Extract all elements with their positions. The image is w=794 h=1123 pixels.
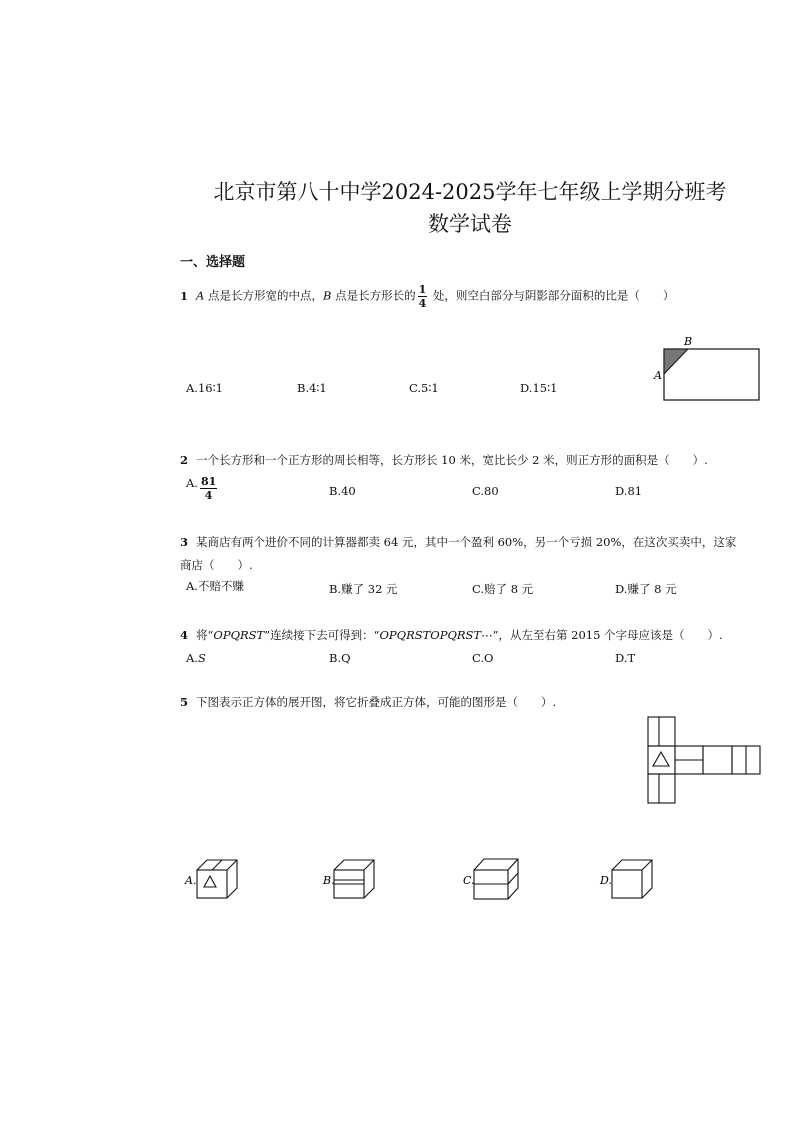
q3-option-a[interactable]: A.不赔不赚 — [186, 579, 244, 593]
question-5 — [180, 694, 556, 710]
option-var: S — [197, 651, 206, 665]
q5-option-a-cube[interactable] — [185, 858, 245, 900]
q4-pre: 将“ — [196, 628, 214, 642]
q1-option-d[interactable]: D.15∶1 — [520, 381, 558, 395]
frac-den: 4 — [204, 489, 213, 502]
q3-option-c[interactable]: C.赔了 8 元 — [472, 582, 534, 596]
q4-option-d[interactable]: D.T — [615, 651, 636, 665]
rectangle-figure — [650, 334, 765, 404]
question-number: 5 — [180, 695, 189, 709]
q1-option-c[interactable]: C.5∶1 — [409, 381, 439, 395]
q2-option-c[interactable]: C.80 — [472, 484, 499, 498]
q1-option-a[interactable]: A.16∶1 — [186, 381, 223, 395]
option-prefix: A. — [186, 476, 198, 490]
question-2 — [180, 452, 708, 468]
shaded-triangle — [664, 349, 688, 374]
option-label: B. — [323, 874, 335, 887]
q2-option-b[interactable]: B.40 — [329, 484, 356, 498]
paper-title-line2: 数学试卷 — [428, 212, 512, 236]
q5-option-b-cube[interactable] — [322, 858, 382, 900]
q4-option-c[interactable]: C.O — [472, 651, 494, 665]
option-label: D. — [600, 874, 612, 887]
q4-seq2: OPQRSTOPQRST — [379, 628, 482, 642]
frac-num: 1 — [418, 283, 427, 296]
q3-text-line2: 商店（ ）. — [180, 558, 253, 572]
frac-den: 4 — [418, 297, 427, 310]
paper-title-line1: 北京市第八十中学2024-2025学年七年级上学期分班考 — [213, 180, 727, 204]
cube-net-figure — [645, 716, 763, 806]
q2-option-a[interactable] — [186, 476, 219, 501]
fraction-quarter — [418, 284, 428, 309]
q5-option-c-cube[interactable] — [462, 856, 524, 900]
q1-text-b: 点是长方形长的 — [331, 288, 416, 303]
q2-option-d[interactable]: D.81 — [615, 484, 643, 498]
question-3 — [180, 534, 736, 550]
question-number: 1 — [180, 288, 189, 303]
q4-seq1: OPQRST — [213, 628, 265, 642]
q1-text-c: 处，则空白部分与阴影部分面积的比是（ ） — [429, 288, 675, 303]
q3-text-line1: 某商店有两个进价不同的计算器都卖 64 元，其中一个盈利 60%，另一个亏损 20%，在这次买卖中，这家 — [196, 535, 737, 549]
option-label: A. — [185, 874, 197, 887]
q1-text-a: 点是长方形宽的中点， — [204, 288, 323, 303]
q3-option-d[interactable]: D.赚了 8 元 — [615, 582, 677, 596]
q4-mid: ”连续接下去可得到：“ — [264, 628, 380, 642]
label-a: A — [654, 369, 662, 382]
q4-option-b[interactable]: B.Q — [329, 651, 351, 665]
question-number: 2 — [180, 453, 189, 467]
frac-num: 81 — [200, 475, 217, 488]
question-1 — [180, 284, 674, 309]
question-4 — [180, 627, 723, 643]
option-label: C. — [463, 874, 475, 887]
label-b: B — [684, 335, 693, 348]
q1-option-b[interactable]: B.4∶1 — [297, 381, 327, 395]
var-b: B — [322, 288, 332, 303]
q5-text: 下图表示正方体的展开图，将它折叠成正方体，可能的图形是（ ）. — [196, 695, 557, 709]
option-prefix: A. — [186, 651, 198, 665]
q5-option-d-cube[interactable] — [600, 858, 660, 900]
question-number: 4 — [180, 628, 189, 642]
q3-option-b[interactable]: B.赚了 32 元 — [329, 582, 398, 596]
question-number: 3 — [180, 535, 189, 549]
var-a: A — [196, 288, 205, 303]
fraction-81-4 — [200, 476, 217, 501]
q4-option-a[interactable] — [186, 651, 206, 665]
section-heading: 一、选择题 — [180, 255, 246, 270]
q4-post: ⋯”，从左至右第 2015 个字母应该是（ ）. — [481, 628, 723, 642]
q2-text: 一个长方形和一个正方形的周长相等，长方形长 10 米，宽比长少 2 米，则正方形的面积是（ ）. — [196, 453, 708, 467]
